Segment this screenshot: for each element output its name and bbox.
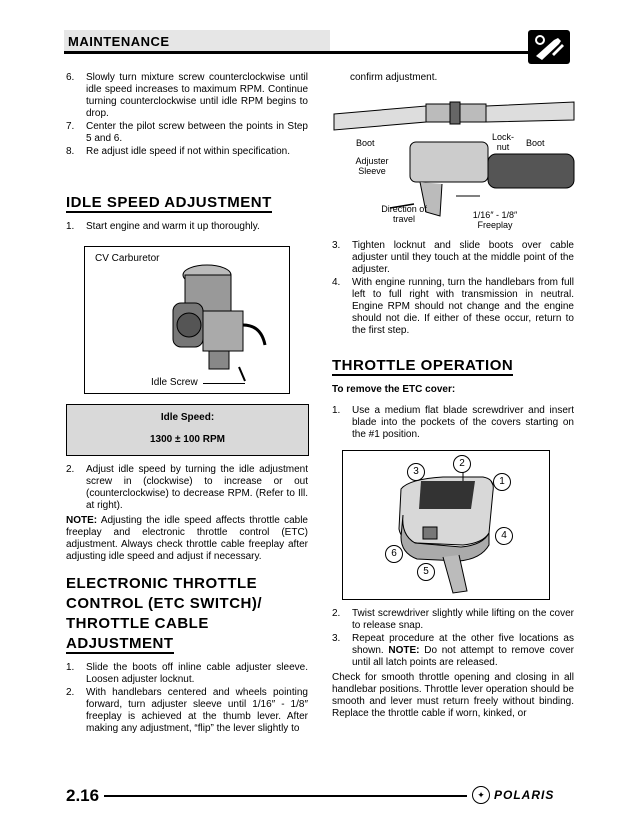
boot-right-label: Boot	[526, 138, 545, 148]
idle-steps	[66, 221, 308, 234]
polaris-star-icon: ✦	[472, 786, 490, 804]
closing-text: Check for smooth throttle opening and closing in all handlebar positions. Throttle lever operation should be smooth and lever must return freely without binding. Replace the throttle cable if worn, kinked, or	[332, 672, 574, 719]
throttle-operation-title: THROTTLE OPERATION	[332, 357, 514, 374]
spec-label: Idle Speed:	[160, 412, 215, 423]
remove-steps	[332, 405, 574, 442]
header-rule	[64, 51, 529, 54]
footer-rule	[104, 795, 467, 797]
steps-top	[66, 72, 308, 159]
spec-value: 1300 ± 100 RPM	[150, 434, 225, 445]
idle-steps-2	[66, 464, 308, 513]
confirm-text: confirm adjustment.	[350, 72, 438, 83]
idle-note: NOTE: Adjusting the idle speed affects throttle cable freeplay and electronic throttle control (ETC) adjustment. Always check throttle cable freeplay after adjusting idle speed and adjust if necessary.	[66, 515, 308, 562]
list-item: 6. Slowly turn mixture screw counterclockwise until idle speed increases to maximum RPM. Continue turning counterclockwise until idle RPM begins to drop.	[66, 72, 308, 119]
carburetor-drawing	[169, 255, 279, 385]
cv-carburetor-label: CV Carburetor	[95, 253, 160, 264]
adjuster-sleeve-label: Adjuster Sleeve	[355, 156, 389, 176]
etc-steps	[66, 662, 308, 736]
list-item: 3. Repeat procedure at the other five locations as shown. NOTE: Do not attempt to remove cover until all latch points are released.	[332, 633, 574, 668]
position-1-marker: 1	[493, 473, 511, 491]
locknut-label: Lock-nut	[491, 132, 514, 152]
remove-cover-heading: To remove the ETC cover:	[332, 384, 456, 395]
etc-title: ELECTRONIC THROTTLE CONTROL (ETC SWITCH)/ THROTTLE CABLE ADJUSTMENT	[66, 575, 263, 652]
list-item: 1. Start engine and warm it up thoroughly.	[66, 221, 260, 232]
idle-screw-label: Idle Screw	[151, 377, 198, 388]
list-item: 2. Twist screwdriver slightly while lifting on the cover to release snap.	[332, 608, 574, 631]
list-item: 7. Center the pilot screw between the points in Step 5 and 6.	[66, 121, 308, 144]
boot-left-label: Boot	[356, 138, 375, 148]
wrench-screwdriver-icon	[528, 30, 570, 64]
page-number: 2.16	[66, 786, 100, 805]
etc-cover-drawing	[343, 451, 549, 599]
list-item: 1. Use a medium flat blade screwdriver and insert blade into the pockets of the covers starting on the #1 position.	[332, 405, 574, 440]
idle-speed-title: IDLE SPEED ADJUSTMENT	[66, 194, 272, 211]
list-item: 2. With handlebars centered and wheels pointing forward, turn adjuster sleeve until 1/16″ - 1/8″ freeplay is achieved at the thumb lever. After making any adjustment, “flip” the lever slightly to	[66, 687, 308, 734]
position-4-marker: 4	[495, 527, 513, 545]
freeplay-label: 1/16″ - 1/8″ Freeplay	[472, 210, 518, 230]
position-3-marker: 3	[407, 463, 425, 481]
after-steps	[332, 608, 574, 670]
position-2-marker: 2	[453, 455, 471, 473]
direction-label: Direction of travel	[381, 204, 427, 224]
position-6-marker: 6	[385, 545, 403, 563]
position-5-marker: 5	[417, 563, 435, 581]
list-item: 2. Adjust idle speed by turning the idle adjustment screw in (clockwise) to increase or out (counterclockwise) to decrease RPM. (Refer to Ill. at right).	[66, 464, 308, 511]
cable-figure	[330, 92, 576, 234]
adjust-steps	[332, 240, 574, 338]
carburetor-figure	[84, 246, 290, 394]
list-item: 8. Re adjust idle speed if not within specification.	[66, 146, 291, 157]
list-item: 4. With engine running, turn the handlebars from full left to full right with transmission in neutral. Engine RPM should not change and the engine should not die. If either of these occur, return to the first step.	[332, 277, 574, 336]
callout-line	[203, 383, 245, 384]
etc-cover-figure	[342, 450, 550, 600]
header-title: MAINTENANCE	[68, 34, 170, 49]
polaris-logo: POLARIS	[494, 788, 555, 802]
list-item: 3. Tighten locknut and slide boots over cable adjuster until they touch at the middle point of the adjuster.	[332, 240, 574, 275]
idle-speed-spec	[66, 404, 309, 456]
list-item: 1. Slide the boots off inline cable adjuster sleeve. Loosen adjuster locknut.	[66, 662, 308, 685]
